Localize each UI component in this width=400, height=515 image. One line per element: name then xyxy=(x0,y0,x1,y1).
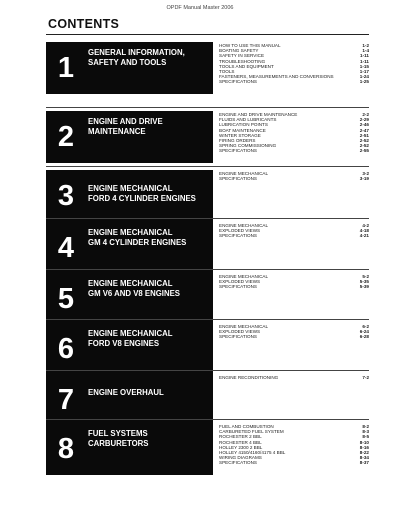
toc-entry[interactable] xyxy=(219,233,369,238)
toc-entry-label: FIRING ORDERS xyxy=(219,138,256,144)
toc-entry-page: 6-28 xyxy=(359,334,369,340)
toc-entry-label: SPECIFICATIONS xyxy=(219,334,257,340)
toc-entry-page: 8-37 xyxy=(359,460,369,466)
chapter-title: ENGINE MECHANICAL GM 4 CYLINDER ENGINES xyxy=(88,228,187,247)
chapter-title: ENGINE AND DRIVE MAINTENANCE xyxy=(88,117,163,136)
chapter-title: ENGINE MECHANICAL FORD 4 CYLINDER ENGINES xyxy=(88,184,196,203)
toc-entry-label: FUEL AND COMBUSTION xyxy=(219,424,274,429)
toc-entry-page: 6-2 xyxy=(362,324,369,329)
chapter-number: 7 xyxy=(57,384,75,416)
toc-entry-page: 2-51 xyxy=(359,132,369,138)
chapter-section-3 xyxy=(46,170,369,222)
chapter-entries xyxy=(219,112,369,154)
chapter-number: 1 xyxy=(57,52,75,84)
toc-entry-page: 8-16 xyxy=(359,444,369,450)
toc-entry-page: 1-11 xyxy=(360,58,369,64)
toc-entry-page: 8-3 xyxy=(362,429,369,435)
chapter-section-5 xyxy=(46,273,369,325)
chapter-section-1 xyxy=(46,42,369,94)
toc-entry-label: SPECIFICATIONS xyxy=(219,233,257,239)
chapter-section-2 xyxy=(46,111,369,163)
toc-entry-page: 8-10 xyxy=(359,439,369,445)
chapter-title: ENGINE MECHANICAL FORD V8 ENGINES xyxy=(88,329,173,348)
toc-entry[interactable] xyxy=(219,460,369,465)
chapter-entries xyxy=(219,43,369,85)
toc-entry-page: 1-25 xyxy=(359,79,369,85)
chapter-number: 4 xyxy=(57,232,75,264)
toc-entry-page: 6-24 xyxy=(359,329,369,335)
toc-entry[interactable] xyxy=(219,148,369,153)
toc-entry-label: TOOLS xyxy=(219,69,235,75)
toc-entry-label: SPECIFICATIONS xyxy=(219,460,257,466)
toc-entry-label: HOLLEY 2300 2 BBL xyxy=(219,444,263,450)
toc-entry-page: 4-18 xyxy=(359,228,369,234)
toc-entry-page: 2-46 xyxy=(359,122,369,128)
toc-entry-page: 5-39 xyxy=(359,284,369,290)
toc-entry-page: 1-2 xyxy=(362,43,369,48)
chapter-title: ENGINE OVERHAUL xyxy=(88,388,164,397)
title-divider xyxy=(46,34,369,35)
chapter-number: 8 xyxy=(57,433,75,465)
chapter-number: 6 xyxy=(57,333,75,365)
toc-entry-label: SPECIFICATIONS xyxy=(219,148,257,154)
toc-entry-label: BOATING SAFETY xyxy=(219,48,259,54)
chapter-band xyxy=(46,170,213,222)
toc-entry-label: FLUIDS AND LUBRICANTS xyxy=(219,117,277,123)
section-divider xyxy=(46,107,369,108)
toc-entry-label: SPRING COMMISSIONING xyxy=(219,143,277,149)
chapter-band xyxy=(46,423,213,475)
toc-entry-label: HOLLEY 4150/4160/4175 4 BBL xyxy=(219,450,286,456)
toc-entry-page: 2-55 xyxy=(359,148,369,154)
chapter-title: GENERAL INFORMATION, SAFETY AND TOOLS xyxy=(88,48,185,67)
chapter-entries xyxy=(219,223,369,239)
toc-entry-label: ENGINE MECHANICAL xyxy=(219,274,269,279)
toc-entry-label: ENGINE MECHANICAL xyxy=(219,324,269,329)
chapter-section-6 xyxy=(46,323,369,375)
toc-entry-label: TOOLS AND EQUIPMENT xyxy=(219,63,274,69)
toc-entry-label: TROUBLESHOOTING xyxy=(219,58,266,64)
toc-entry-page: 8-22 xyxy=(359,450,369,456)
chapter-band xyxy=(46,323,213,375)
chapter-number: 5 xyxy=(57,283,75,315)
toc-entry-label: ENGINE AND DRIVE MAINTENANCE xyxy=(219,112,298,117)
chapter-entries xyxy=(219,171,369,181)
toc-entry-page: 2-52 xyxy=(359,138,369,144)
toc-entry[interactable] xyxy=(219,284,369,289)
toc-entry[interactable] xyxy=(219,375,369,380)
section-divider xyxy=(46,166,369,167)
chapter-band xyxy=(46,273,213,325)
chapter-band xyxy=(46,42,213,94)
chapter-number: 3 xyxy=(57,180,75,212)
toc-entry-page: 8-5 xyxy=(362,434,369,440)
toc-entry-label: CARBURETED FUEL SYSTEM xyxy=(219,429,284,435)
toc-entry-label: LUBRICATION POINTS xyxy=(219,122,268,128)
page-title: CONTENTS xyxy=(48,17,120,31)
toc-entry-page: 1-15 xyxy=(359,63,369,69)
toc-entry-label: ENGINE MECHANICAL xyxy=(219,223,269,228)
section-divider xyxy=(46,419,369,420)
toc-entry-page: 2-29 xyxy=(359,117,369,123)
chapter-number: 2 xyxy=(57,121,75,153)
toc-entry-label: SPECIFICATIONS xyxy=(219,284,257,290)
toc-entry-label: ENGINE MECHANICAL xyxy=(219,171,269,176)
section-divider xyxy=(46,370,369,371)
toc-entry[interactable] xyxy=(219,79,369,84)
chapter-section-4 xyxy=(46,222,369,274)
toc-entry-page: 1-4 xyxy=(362,48,369,54)
toc-entry-label: FASTENERS, MEASUREMENTS AND CONVERSIONS xyxy=(219,74,334,80)
chapter-band xyxy=(46,222,213,274)
chapter-entries xyxy=(219,424,369,466)
toc-entry-label: HOW TO USE THIS MANUAL xyxy=(219,43,281,48)
toc-entry-page: 8-34 xyxy=(359,455,369,461)
toc-entry-page: 1-11 xyxy=(360,53,369,59)
toc-entry-page: 1-17 xyxy=(359,69,369,75)
toc-entry-page: 7-2 xyxy=(362,375,369,380)
section-divider xyxy=(46,319,369,320)
toc-entry-label: EXPLODED VIEWS xyxy=(219,279,261,285)
toc-entry-label: ENGINE RECONDITIONING xyxy=(219,375,279,380)
page-header: OPDF Manual Master 2006 xyxy=(166,5,234,11)
section-divider xyxy=(46,269,369,270)
chapter-section-8 xyxy=(46,423,369,475)
toc-entry-label: ROCHESTER 4 BBL xyxy=(219,439,262,445)
toc-entry-label: WINTER STORAGE xyxy=(219,132,261,138)
toc-entry[interactable] xyxy=(219,334,369,339)
toc-entry-label: ROCHESTER 2 BBL xyxy=(219,434,262,440)
toc-entry-page: 5-2 xyxy=(362,274,369,279)
toc-entry-page: 3-2 xyxy=(362,171,369,176)
toc-entry-page: 3-19 xyxy=(359,176,369,182)
toc-entry-label: EXPLODED VIEWS xyxy=(219,228,261,234)
chapter-entries xyxy=(219,375,369,380)
toc-entry-page: 8-2 xyxy=(362,424,369,429)
toc-entry-label: EXPLODED VIEWS xyxy=(219,329,261,335)
chapter-title: ENGINE MECHANICAL GM V6 AND V8 ENGINES xyxy=(88,279,180,298)
toc-entry-page: 1-24 xyxy=(359,74,369,80)
chapter-entries xyxy=(219,324,369,340)
chapter-entries xyxy=(219,274,369,290)
toc-entry-label: WIRING DIAGRAMS xyxy=(219,455,262,461)
section-divider xyxy=(46,218,369,219)
toc-entry-label: SAFETY IN SERVICE xyxy=(219,53,265,59)
toc-entry-page: 4-2 xyxy=(362,223,369,228)
toc-entry-label: BOAT MAINTENANCE xyxy=(219,127,266,133)
toc-entry-page: 2-2 xyxy=(362,112,369,117)
toc-entry-page: 2-47 xyxy=(359,127,369,133)
chapter-title: FUEL SYSTEMS CARBURETORS xyxy=(88,429,149,448)
toc-entry[interactable] xyxy=(219,176,369,181)
toc-entry-label: SPECIFICATIONS xyxy=(219,176,257,182)
toc-entry-page: 2-52 xyxy=(359,143,369,149)
toc-entry-label: SPECIFICATIONS xyxy=(219,79,257,85)
toc-entry-page: 4-21 xyxy=(359,233,369,239)
toc-entry-page: 5-35 xyxy=(359,279,369,285)
chapter-band xyxy=(46,111,213,163)
